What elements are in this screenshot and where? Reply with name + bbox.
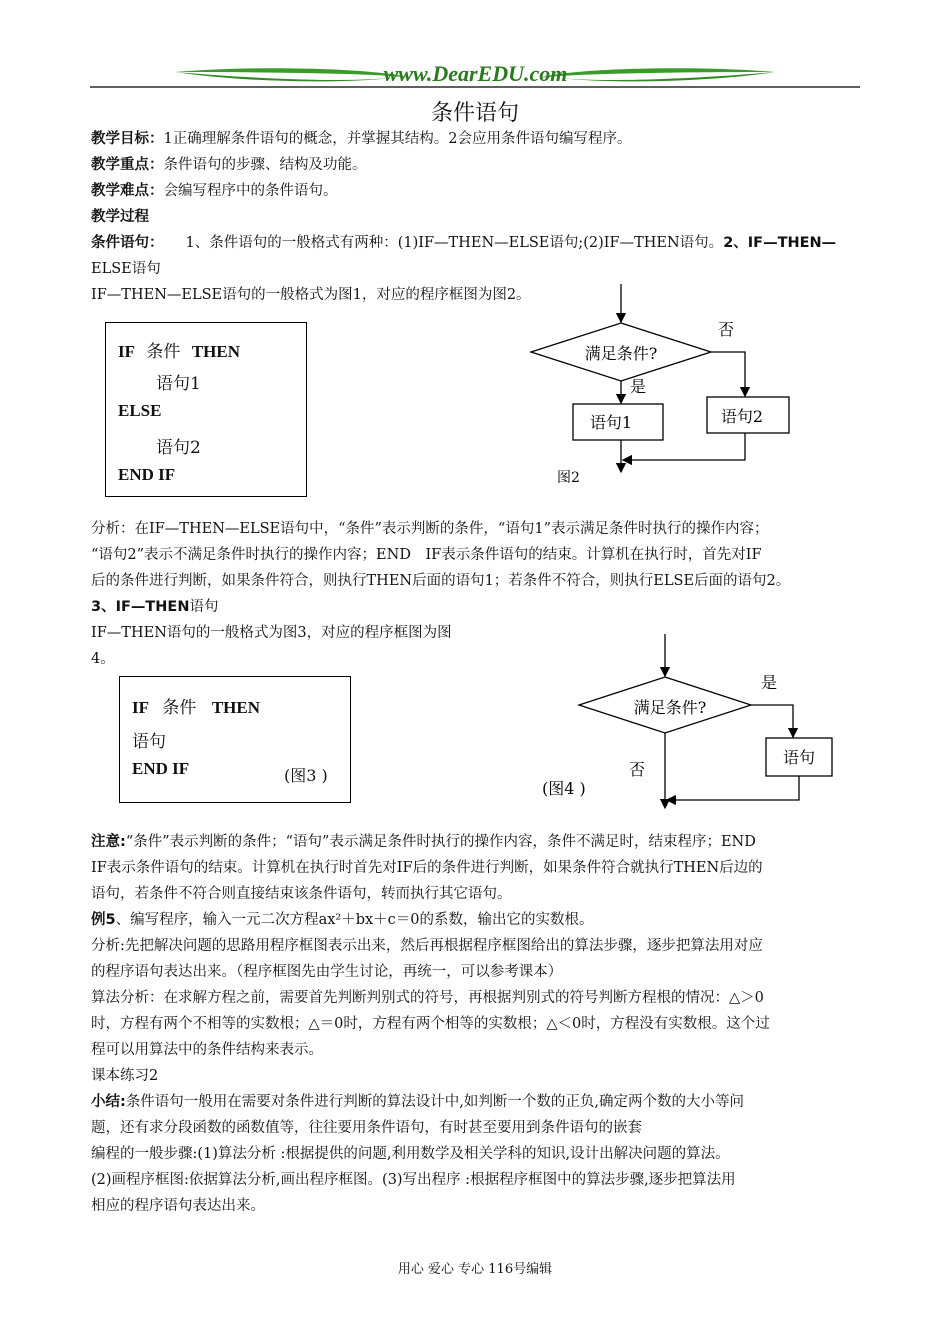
fig1-then: THEN — [191, 342, 240, 361]
summary-text1: 条件语句一般用在需要对条件进行判断的算法设计中,如判断一个数的正负,确定两个数的大小等问 — [125, 1094, 745, 1110]
fig4-caption: (图4 ) — [542, 779, 586, 798]
analysis2-line1: 分析:先把解决问题的思路用程序框图表示出来，然后再根据程序框图给出的算法步骤，逐步把算法用对应 — [91, 938, 763, 954]
example-text: 、编写程序，输入一元二次方程ax²＋bx＋c＝0的系数，输出它的实数根。 — [115, 912, 594, 928]
analysis1-line3: 后的条件进行判断，如果条件符合，则执行THEN后面的语句1；若条件不符合，则执行ELSE后面的语句2。 — [91, 573, 791, 589]
fig1-line2: 语句1 — [156, 374, 201, 394]
fig3-line2: 语句 — [132, 732, 166, 752]
fig2-no-arrow — [711, 352, 745, 396]
cond-intro-bold-tail: 2、IF—THEN— — [723, 235, 837, 251]
steps-line2: (2)画程序框图:依据算法分析,画出程序框图。(3)写出程序 :根据程序框图中的算法步骤,逐步把算法用 — [91, 1172, 736, 1188]
header-banner — [90, 60, 860, 90]
fig2-no-label: 否 — [718, 320, 735, 339]
cond-intro-text: 1、条件语句的一般格式有两种：(1)IF—THEN—ELSE语句;(2)IF—THEN语句。 — [185, 235, 724, 251]
fig3-caption: (图3 ) — [284, 766, 328, 785]
fig2-box1-text: 语句1 — [589, 413, 633, 432]
note-text1: “条件”表示判断的条件；“语句”表示满足条件时执行的操作内容，条件不满足时，结束程序；END — [125, 834, 756, 850]
steps-line1: 编程的一般步骤:(1)算法分析 :根据提供的问题,利用数学及相关学科的知识,设计出解决问题的算法。 — [91, 1146, 730, 1162]
fig3-code-box — [119, 676, 351, 803]
fig3-if: IF — [132, 698, 149, 717]
process-heading: 教学过程 — [91, 209, 149, 225]
difficulty-line — [91, 178, 861, 204]
fig2-decision-text: 满足条件? — [584, 344, 658, 363]
goals-label: 教学目标： — [91, 131, 164, 147]
fig1-line3: ELSE — [118, 401, 162, 420]
fig4-yes-arrow — [751, 705, 793, 737]
section3-bold: IF—THEN — [115, 599, 190, 615]
format2-line2: 4。 — [91, 651, 115, 667]
fig4-box-text: 语句 — [782, 748, 816, 767]
summary-label: 小结: — [91, 1094, 126, 1110]
fig1-line4: 语句2 — [156, 438, 201, 458]
fig3-cond: 条件 — [162, 698, 197, 718]
site-logo-text: www.DearEDU.com — [383, 61, 568, 86]
section3-number: 3、 — [91, 599, 116, 615]
fig4-merge-arrow — [667, 776, 799, 800]
example-label: 例5 — [91, 912, 116, 928]
summary-line2: 题，还有求分段函数的函数值等，往往要用条件语句，有时甚至要用到条件语句的嵌套 — [91, 1120, 642, 1136]
algo-line3: 程可以用算法中的条件结构来表示。 — [91, 1042, 323, 1058]
exercise-line: 课本练习2 — [91, 1068, 159, 1084]
goals-line — [91, 126, 861, 152]
fig1-line1 — [118, 337, 240, 362]
fig2-flowchart — [520, 280, 810, 495]
note-label: 注意: — [91, 834, 126, 850]
analysis2-line2: 的程序语句表达出来。（程序框图先由学生讨论，再统一，可以参考课本） — [91, 964, 563, 980]
page-title: 条件语句 — [430, 101, 519, 126]
cond-intro-line — [91, 230, 861, 256]
goals-text: 1正确理解条件语句的概念，并掌握其结构。2会应用条件语句编写程序。 — [163, 131, 632, 147]
steps-line3: 相应的程序语句表达出来。 — [91, 1198, 265, 1214]
page-footer: 用心 爱心 专心 116号编辑 — [397, 1262, 553, 1277]
fig4-yes-label: 是 — [761, 673, 778, 692]
focus-label: 教学重点： — [91, 157, 164, 173]
fig3-line3: END IF — [132, 759, 190, 778]
summary-line1 — [91, 1089, 861, 1115]
note-line1 — [91, 829, 861, 855]
fig4-flowchart — [530, 630, 850, 810]
note-line3: 语句，若条件不符合则直接结束该条件语句，转而执行其它语句。 — [91, 886, 512, 902]
fig2-caption: 图2 — [557, 470, 580, 486]
analysis1-line2: “语句2”表示不满足条件时执行的操作内容；END IF表示条件语句的结束。计算机在执行时，首先对IF — [91, 547, 762, 563]
focus-line — [91, 152, 861, 178]
fig3-line1 — [132, 693, 260, 718]
algo-line2: 时，方程有两个不相等的实数根；△＝0时，方程有两个相等的实数根；△＜0时，方程没有实数根。这个过 — [91, 1016, 770, 1032]
cond-intro-line2: ELSE语句 — [91, 261, 161, 277]
fig2-box2-text: 语句2 — [720, 407, 764, 426]
section3-heading — [91, 594, 861, 620]
fig4-no-label: 否 — [629, 760, 646, 779]
analysis1-line1: 分析：在IF—THEN—ELSE语句中，“条件”表示判断的条件，“语句1”表示满足条件时执行的操作内容； — [91, 521, 769, 537]
fig4-decision-text: 满足条件? — [633, 698, 707, 717]
algo-line1: 算法分析：在求解方程之前，需要首先判断判别式的符号，再根据判别式的符号判断方程根的情况：△＞0 — [91, 990, 764, 1006]
fig1-code-box — [105, 322, 307, 497]
fig3-then: THEN — [211, 698, 260, 717]
note-line2: IF表示条件语句的结束。计算机在执行时首先对IF后的条件进行判断，如果条件符合就执行THEN后边的 — [91, 860, 763, 876]
fig1-line5: END IF — [118, 465, 176, 484]
difficulty-label: 教学难点： — [91, 183, 164, 199]
section3-tail: 语句 — [189, 599, 219, 615]
cond-intro-label: 条件语句： — [91, 235, 164, 251]
focus-text: 条件语句的步骤、结构及功能。 — [163, 157, 367, 173]
fig1-cond: 条件 — [146, 342, 181, 362]
format1-line: IF—THEN—ELSE语句的一般格式为图1，对应的程序框图为图2。 — [91, 287, 531, 303]
format2-line1: IF—THEN语句的一般格式为图3，对应的程序框图为图 — [91, 625, 452, 641]
fig1-if: IF — [118, 342, 135, 361]
example-line — [91, 907, 861, 933]
difficulty-text: 会编写程序中的条件语句。 — [163, 183, 338, 199]
fig2-yes-label: 是 — [630, 377, 647, 396]
